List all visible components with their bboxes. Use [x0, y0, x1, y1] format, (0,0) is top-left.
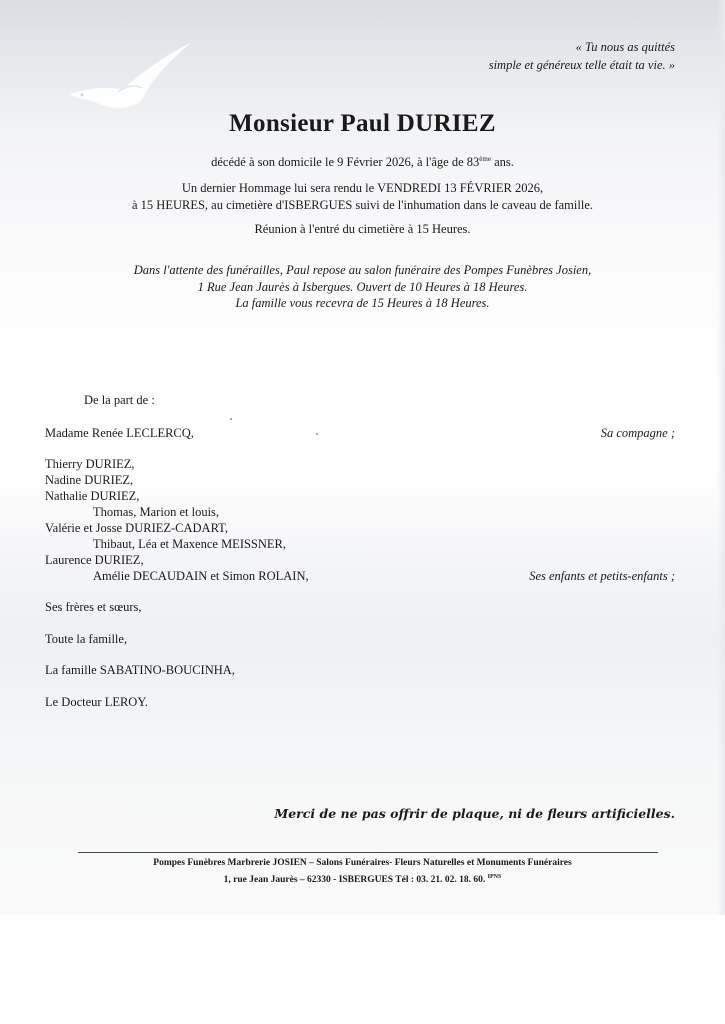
scan-speck	[316, 433, 318, 435]
reunion-notice: Réunion à l'entré du cimetière à 15 Heures.	[254, 222, 471, 236]
repose-line: Dans l'attente des funérailles, Paul repose au salon funéraire des Pompes Funèbres Josien,	[133, 263, 592, 277]
no-flowers-request: Merci de ne pas offrir de plaque, ni de fleurs artificielles.	[274, 806, 675, 821]
child-name: Laurence DURIEZ,	[45, 553, 144, 567]
repose-notice	[0, 262, 725, 312]
page-title: Monsieur Paul DURIEZ	[229, 110, 496, 137]
child-name: Nathalie DURIEZ,	[45, 489, 140, 503]
footer-line-1: Pompes Funèbres Marbrerie JOSIEN – Salons Funéraires- Fleurs Naturelles et Monuments Funéraires	[153, 858, 572, 868]
child-name: Thierry DURIEZ,	[45, 457, 135, 471]
seagull-icon	[60, 36, 200, 116]
siblings-line: Ses frères et sœurs,	[45, 600, 142, 614]
footer-address: 1, rue Jean Jaurès – 62330 - ISBERGUES Tél : 03. 21. 02. 18. 60.	[223, 875, 486, 885]
children-role: Ses enfants et petits-enfants ;	[529, 569, 675, 583]
death-suffix: ans.	[490, 155, 514, 169]
hommage-notice	[0, 180, 725, 214]
from-label: De la part de :	[84, 393, 155, 407]
death-notice	[0, 151, 725, 171]
grandchild-names: Amélie DECAUDAIN et Simon ROLAIN,	[93, 569, 309, 583]
epigraph-line: simple et généreux telle était ta vie. »	[488, 58, 675, 72]
footer-divider	[78, 852, 658, 853]
repose-line: La famille vous recevra de 15 Heures à 18 Heures.	[235, 296, 490, 310]
death-sup: ème	[479, 155, 491, 163]
scan-speck	[230, 418, 232, 420]
child-name: Valérie et Josse DURIEZ-CADART,	[45, 521, 229, 535]
hommage-line: Un dernier Hommage lui sera rendu le VENDREDI 13 FÉVRIER 2026,	[181, 181, 544, 195]
footer-ipns: IPNS	[487, 874, 502, 880]
grandchild-names: Thibaut, Léa et Maxence MEISSNER,	[93, 537, 287, 551]
death-text: décédé à son domicile le 9 Février 2026, à l'âge de 83	[211, 155, 480, 169]
repose-line: 1 Rue Jean Jaurès à Isbergues. Ouvert de 10 Heures à 18 Heures.	[197, 279, 528, 294]
epigraph-line: « Tu nous as quittés	[575, 40, 675, 54]
all-family-line: Toute la famille,	[45, 632, 128, 646]
companion-role: Sa compagne ;	[600, 426, 675, 440]
companion-name: Madame Renée LECLERCQ,	[45, 426, 194, 440]
child-name: Nadine DURIEZ,	[45, 473, 134, 487]
grandchild-names: Thomas, Marion et louis,	[93, 505, 220, 519]
hommage-line: à 15 HEURES, au cimetière d'ISBERGUES suivi de l'inhumation dans le caveau de famille.	[132, 198, 593, 212]
epigraph	[489, 38, 675, 74]
footer-line-2	[0, 870, 725, 887]
doctor-line: Le Docteur LEROY.	[45, 695, 148, 709]
sabatino-family-line: La famille SABATINO-BOUCINHA,	[45, 663, 235, 677]
